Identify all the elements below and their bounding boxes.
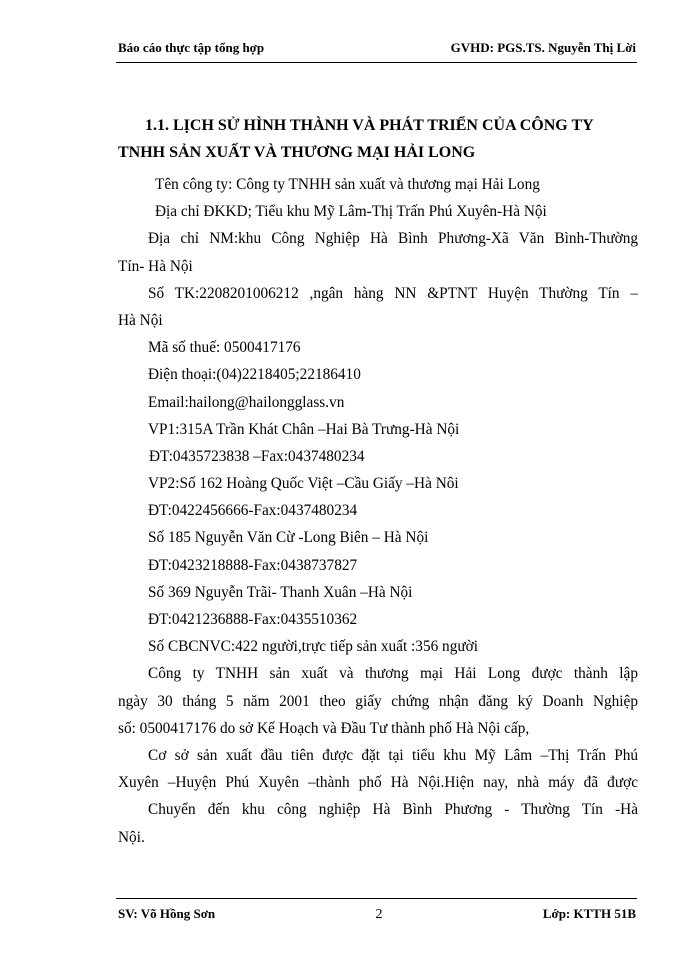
paragraph-1-line-3: số: 0500417176 do sở Kế Hoạch và Đầu Tư thành phố Hà Nội cấp, bbox=[118, 719, 530, 737]
office-1-phone-line: ĐT:0435723838 –Fax:0437480234 bbox=[149, 447, 365, 465]
page-header bbox=[118, 40, 636, 56]
office-3-address-line: Số 185 Nguyễn Văn Cừ -Long Biên – Hà Nội bbox=[148, 529, 429, 547]
company-name-line: Tên công ty: Công ty TNHH sản xuất và thương mại Hải Long bbox=[155, 176, 540, 193]
page-number: 2 bbox=[375, 907, 383, 922]
office-4-address-line: Số 369 Nguyễn Trãi- Thanh Xuân –Hà Nội bbox=[148, 583, 413, 601]
bank-account-cont-line: Hà Nội bbox=[118, 311, 163, 329]
paragraph-2-line-1: Cơ sở sản xuất đầu tiên được đặt tại tiểu khu Mỹ Lâm –Thị Trấn Phú bbox=[148, 746, 638, 764]
header-left-text: Báo cáo thực tập tổng hợp bbox=[118, 40, 265, 55]
email-line: Email:hailong@hailongglass.vn bbox=[148, 393, 345, 411]
paragraph-3-line-1: Chuyển đến khu công nghiệp Hà Bình Phương - Thường Tín -Hà bbox=[148, 801, 638, 819]
paragraph-1-line-2: ngày 30 tháng 5 năm 2001 theo giấy chứng nhận đăng ký Doanh Nghiệp bbox=[118, 692, 638, 710]
factory-address-line: Địa chỉ NM:khu Công Nghiệp Hà Bình Phương-Xã Văn Bình-Thường bbox=[148, 230, 638, 248]
office-2-phone-line: ĐT:0422456666-Fax:0437480234 bbox=[148, 502, 358, 520]
section-title bbox=[118, 112, 638, 166]
office-1-address-line: VP1:315A Trần Khát Chân –Hai Bà Trưng-Hà Nội bbox=[148, 420, 460, 438]
footer-class: Lớp: KTTH 51B bbox=[542, 906, 636, 921]
paragraph-3-line-2: Nội. bbox=[118, 828, 145, 846]
office-4-phone-line: ĐT:0421236888-Fax:0435510362 bbox=[148, 611, 358, 628]
phone-line: Điện thoại:(04)2218405;22186410 bbox=[148, 366, 361, 384]
title-line-2: TNHH SẢN XUẤT VÀ THƯƠNG MẠI HẢI LONG bbox=[118, 144, 476, 161]
footer-student-name: SV: Võ Hồng Sơn bbox=[118, 906, 216, 921]
title-line-1: 1.1. LỊCH SỬ HÌNH THÀNH VÀ PHÁT TRIỂN CỦA CÔNG TY bbox=[145, 117, 594, 134]
page-footer bbox=[118, 906, 636, 923]
tax-code-line: Mã số thuế: 0500417176 bbox=[148, 339, 301, 357]
header-right-text: GVHD: PGS.TS. Nguyễn Thị Lời bbox=[450, 40, 636, 55]
paragraph-1-line-1: Công ty TNHH sản xuất và thương mại Hải Long được thành lập bbox=[148, 665, 638, 683]
paragraph-2-line-2: Xuyên –Huyện Phú Xuyên –thành phố Hà Nội.Hiện nay, nhà máy đã được bbox=[118, 774, 638, 792]
bank-account-line: Số TK:2208201006212 ,ngân hàng NN &PTNT Huyện Thường Tín – bbox=[148, 284, 638, 302]
office-3-phone-line: ĐT:0423218888-Fax:0438737827 bbox=[148, 556, 358, 574]
header-divider bbox=[116, 62, 637, 63]
factory-address-cont-line: Tín- Hà Nội bbox=[118, 257, 193, 275]
registered-address-line: Địa chỉ ĐKKD; Tiểu khu Mỹ Lâm-Thị Trấn Phú Xuyên-Hà Nội bbox=[155, 203, 547, 221]
body-text bbox=[118, 171, 638, 851]
footer-divider bbox=[116, 898, 637, 899]
office-2-address-line: VP2:Số 162 Hoàng Quốc Việt –Cầu Giấy –Hà Nôi bbox=[148, 475, 459, 493]
staff-count-line: Số CBCNVC:422 người,trực tiếp sản xuất :356 người bbox=[148, 638, 478, 656]
